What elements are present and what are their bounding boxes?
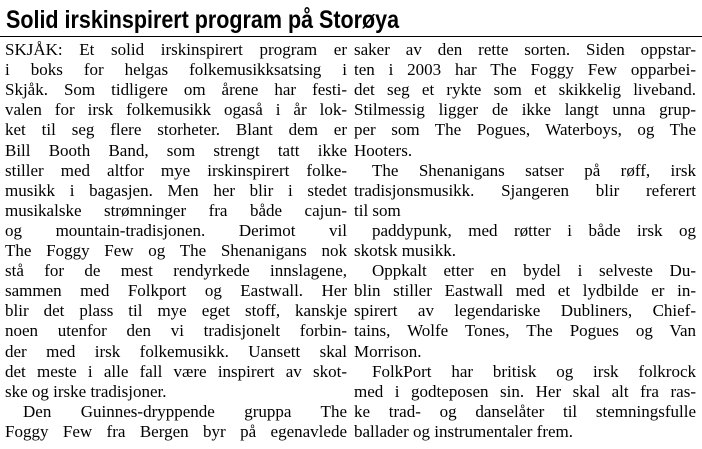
text-line: til som	[354, 200, 401, 220]
text-line: valen for irsk folkemusikk ogaså i år lok-	[5, 100, 347, 120]
text-line: det meste i alle fall være inspirert av skot-	[5, 361, 347, 381]
text-line: Hooters.	[354, 140, 413, 160]
text-line: i boks for helgas folkemusikksatsing i	[5, 60, 347, 80]
text-line: ke trad- og danselåter til stemningsfulle	[354, 401, 696, 421]
text-line: The Foggy Few og The Shenanigans nok	[5, 241, 347, 260]
text-line: stå for de mest rendyrkede innslagene,	[5, 261, 347, 281]
text-line: Stilmessig ligger de ikke langt unna grup-	[354, 100, 696, 120]
text-line: tradisjonsmusikk. Sjangeren blir referert	[354, 180, 696, 200]
text-line: SKJÅK: Et solid irskinspirert program er	[5, 40, 347, 59]
text-line: noen utenfor den vi tradisjonelt forbin-	[5, 321, 347, 341]
text-line: stiller med altfor mye irskinspirert folke-	[5, 160, 347, 180]
text-line: ske og irske tradisjoner.	[5, 381, 167, 401]
text-line: Bill Booth Band, som strengt tatt ikke	[5, 140, 347, 160]
text-line: blin stiller Eastwall med et lydbilde er in-	[354, 281, 696, 301]
text-line: Oppkalt etter en bydel i selveste Du-	[372, 261, 696, 281]
text-line: saker av den rette sorten. Siden oppstar-	[354, 40, 696, 59]
text-line: der med irsk folkemusikk. Uansett skal	[5, 341, 347, 361]
text-line: tains, Wolfe Tones, The Pogues og Van	[354, 321, 696, 341]
text-line: ballader og instrumentaler frem.	[354, 421, 574, 441]
text-line: med i godteposen sin. Her skal alt fra ras-	[354, 381, 696, 401]
text-line: per som The Pogues, Waterboys, og The	[354, 120, 696, 140]
text-line: spirert av legendariske Dubliners, Chief-	[354, 301, 696, 321]
text-line: det seg et rykte som et skikkelig liveband.	[354, 80, 696, 100]
text-line: musikk i bagasjen. Men her blir i stedet	[5, 180, 347, 200]
text-line: og mountain-tradisjonen. Derimot vil	[5, 220, 347, 240]
text-line: Morrison.	[354, 341, 422, 361]
text-line: blir det plass til mye eget stoff, kanskje	[5, 301, 347, 321]
text-line: musikalske strømninger fra både cajun-	[5, 200, 347, 220]
text-line: paddypunk, med røtter i både irsk og	[372, 220, 696, 240]
text-line: Foggy Few fra Bergen byr på egenavlede	[5, 421, 347, 441]
text-line: Skjåk. Som tidligere om årene har festi-	[5, 80, 347, 100]
headline-divider	[0, 36, 702, 37]
text-line: The Shenanigans satser på røff, irsk	[372, 160, 696, 180]
text-line: ten i 2003 har The Foggy Few opparbei-	[354, 60, 696, 80]
text-line: sammen med Folkport og Eastwall. Her	[5, 281, 347, 301]
text-line: Den Guinnes-dryppende gruppa The	[23, 401, 347, 421]
text-line: skotsk musikk.	[354, 241, 457, 260]
text-line: ket til seg flere storheter. Blant dem er	[5, 120, 347, 140]
text-line: FolkPort har britisk og irsk folkrock	[372, 361, 696, 381]
article-headline: Solid irskinspirert program på Storøya	[6, 6, 400, 34]
